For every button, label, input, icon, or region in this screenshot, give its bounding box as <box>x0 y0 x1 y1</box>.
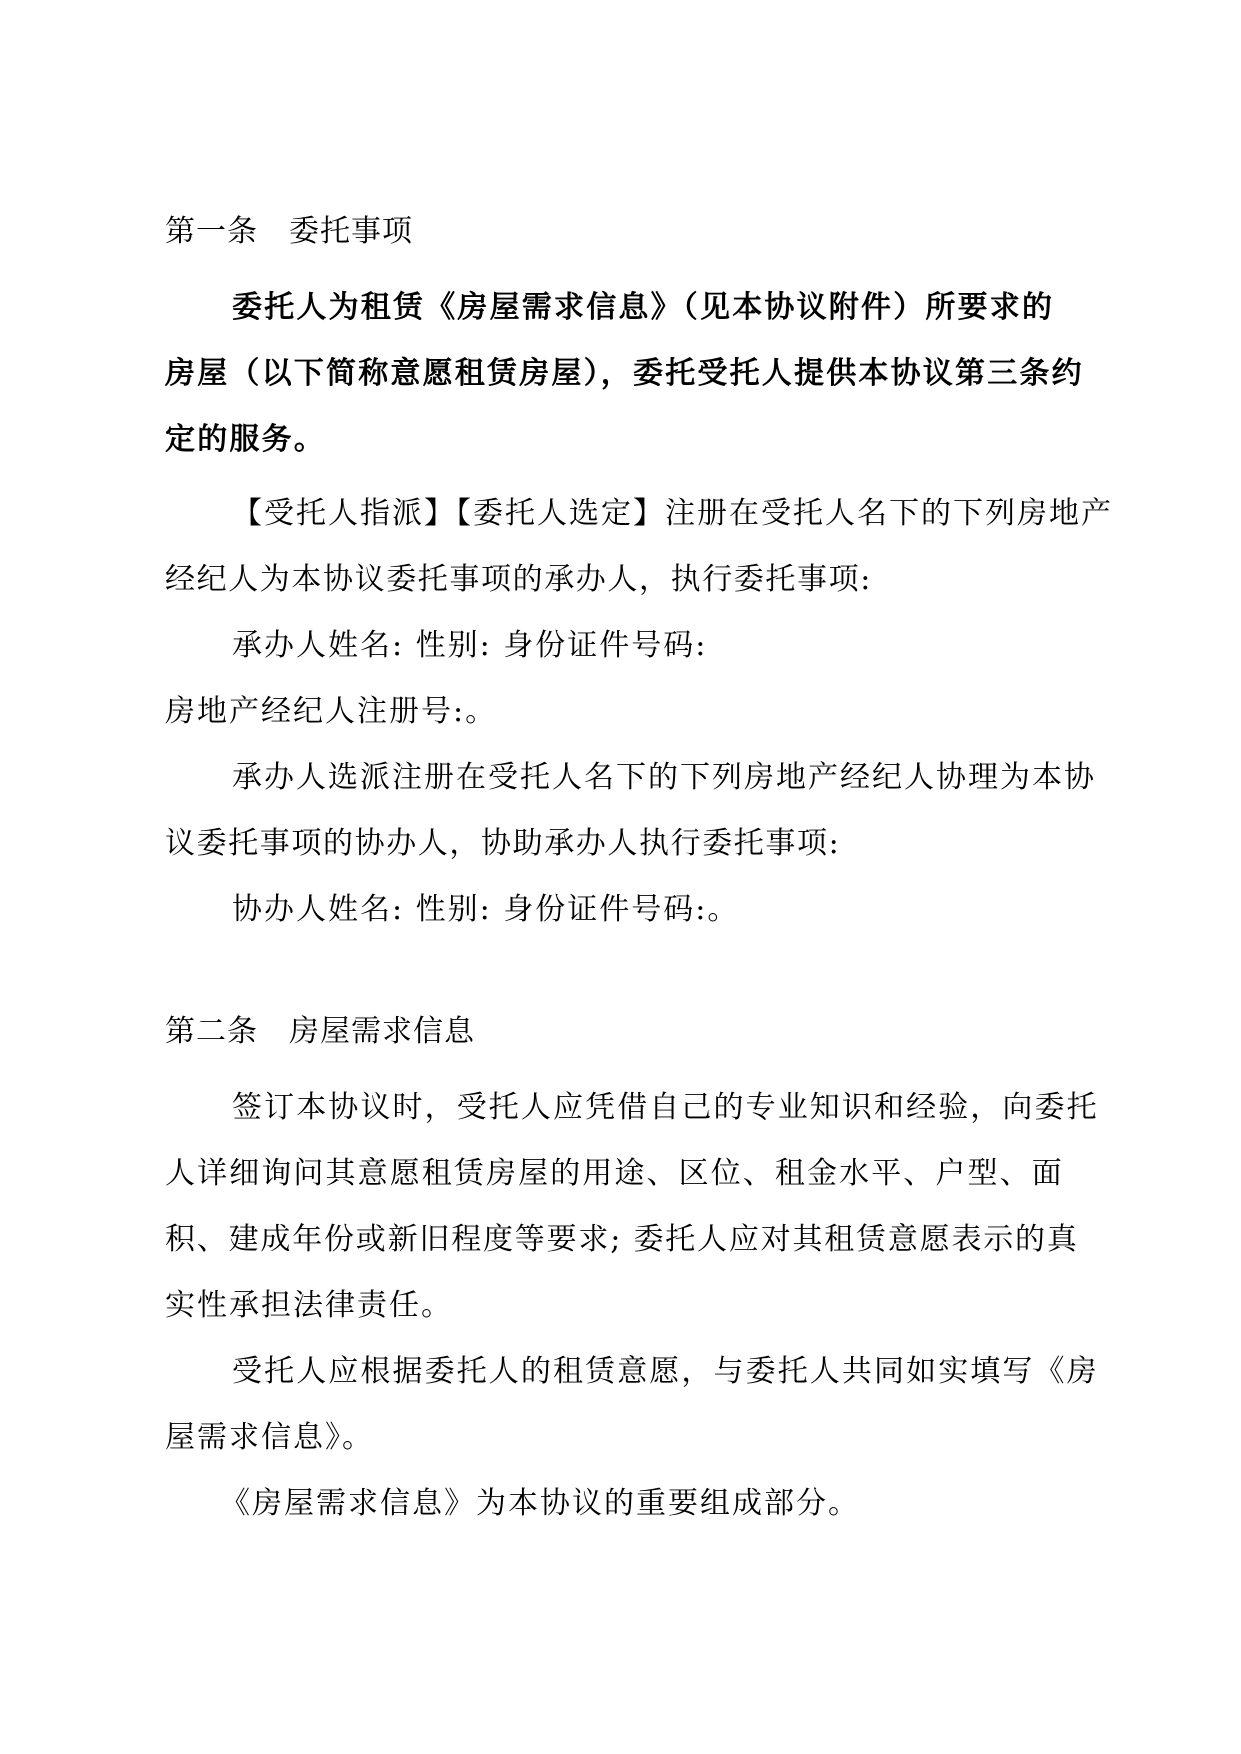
article-1-para-1-line-2: 经纪人为本协议委托事项的承办人，执行委托事项: <box>165 562 872 597</box>
article-1-assistant-info: 协办人姓名: 性别: 身份证件号码:。 <box>232 892 740 927</box>
article-1-handler-info: 承办人姓名: 性别: 身份证件号码: <box>232 628 708 663</box>
article-1-bold-line-2: 房屋（以下简称意愿租赁房屋），委托受托人提供本协议第三条约 <box>165 356 1084 391</box>
article-2-heading: 第二条 房屋需求信息 <box>165 1014 475 1049</box>
article-2-para-2-line-2: 屋需求信息》。 <box>165 1420 374 1455</box>
article-2-para-2-line-1: 受托人应根据委托人的租赁意愿，与委托人共同如实填写《房 <box>232 1354 1099 1389</box>
article-1-bold-line-3: 定的服务。 <box>165 422 326 457</box>
article-2-para-1-line-1: 签订本协议时，受托人应凭借自己的专业知识和经验，向委托 <box>232 1090 1099 1125</box>
article-1-para-1-line-1: 【受托人指派】【委托人选定】注册在受托人名下的下列房地产 <box>232 496 1113 531</box>
article-1-registration-number: 房地产经纪人注册号:。 <box>165 694 498 729</box>
article-1-para-4-line-2: 议委托事项的协办人，协助承办人执行委托事项: <box>165 826 841 861</box>
article-1-para-4-line-1: 承办人选派注册在受托人名下的下列房地产经纪人协理为本协 <box>232 760 1096 795</box>
article-1-bold-line-1: 委托人为租赁《房屋需求信息》（见本协议附件）所要求的 <box>232 290 1055 325</box>
article-2-para-3: 《房屋需求信息》为本协议的重要组成部分。 <box>220 1486 860 1521</box>
article-1-heading: 第一条 委托事项 <box>165 214 413 249</box>
article-2-para-1-line-4: 实性承担法律责任。 <box>165 1288 453 1323</box>
article-2-para-1-line-2: 人详细询问其意愿租赁房屋的用途、区位、租金水平、户型、面 <box>165 1156 1064 1191</box>
article-2-para-1-line-3: 积、建成年份或新旧程度等要求; 委托人应对其租赁意愿表示的真 <box>165 1222 1079 1257</box>
